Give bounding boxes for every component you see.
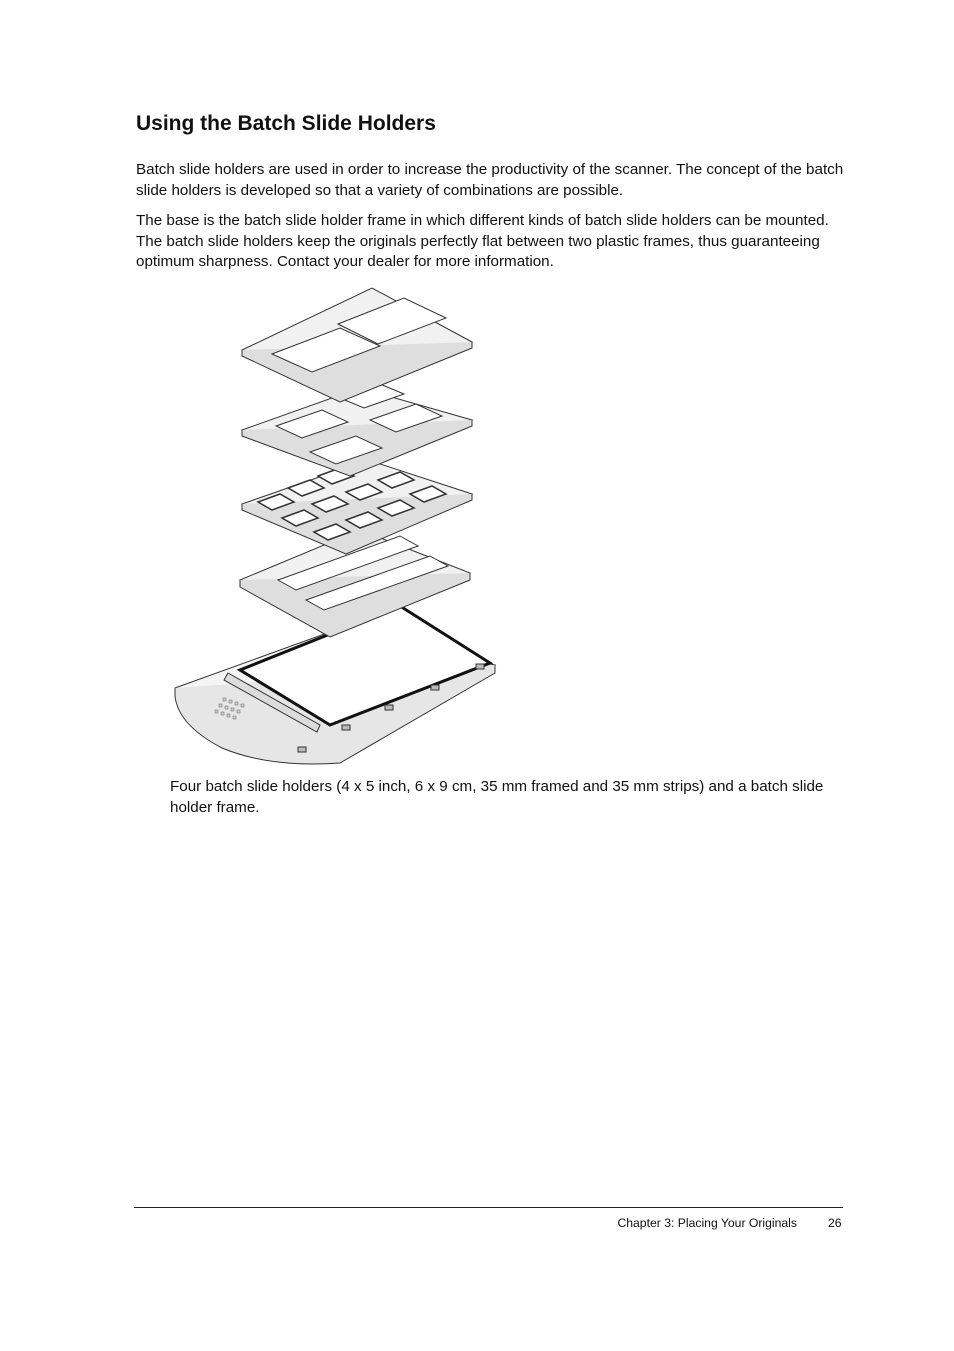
batch-slide-holders-illustration	[160, 280, 510, 770]
paragraph-frame: The base is the batch slide holder frame in which different kinds of batch slide holders can be mounted. The batch slide holders keep the originals perfectly flat between two plastic frames, thus guaranteeing optimum sharpness. Contact your dealer for more information.	[136, 212, 829, 270]
section-heading: Using the Batch Slide Holders	[136, 112, 436, 135]
footer-chapter-title: Chapter 3: Placing Your Originals	[617, 1216, 797, 1230]
paragraph-intro: Batch slide holders are used in order to increase the productivity of the scanner. The concept of the batch slide holders is developed so that a variety of combinations are possible.	[136, 161, 844, 199]
footer-divider	[134, 1207, 843, 1208]
page-number: 26	[828, 1216, 842, 1230]
figure-caption: Four batch slide holders (4 x 5 inch, 6 x 9 cm, 35 mm framed and 35 mm strips) and a batch slide holder frame.	[170, 778, 824, 816]
holder-6x9-cm	[242, 384, 472, 476]
holder-35mm-framed	[242, 460, 472, 554]
holder-4x5-inch	[242, 288, 472, 402]
